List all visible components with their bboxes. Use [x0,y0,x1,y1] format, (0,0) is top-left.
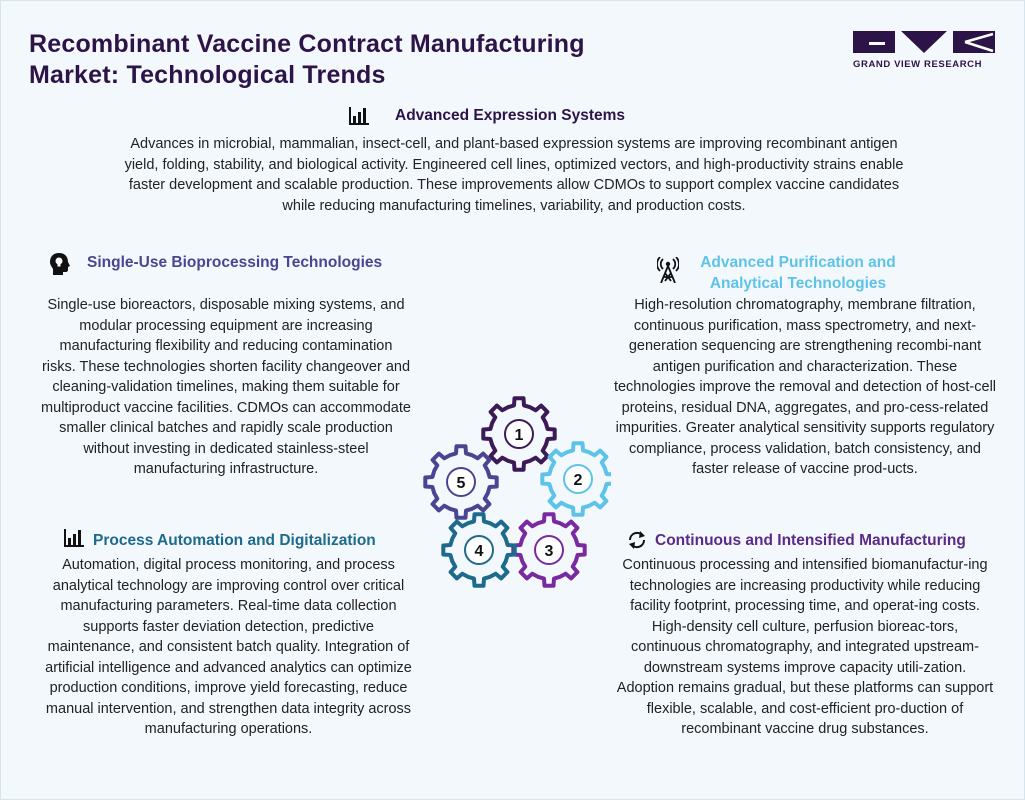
bar-chart-icon [349,107,369,125]
gear-number: 4 [474,543,484,560]
expression-title: Advanced Expression Systems [395,107,626,124]
logo-mark [853,31,995,55]
gear-3 [513,514,584,585]
gear-2 [542,443,611,514]
bar-chart-icon [64,529,84,547]
gear-4 [443,514,514,585]
gear-number: 1 [514,427,524,444]
antenna-tower-icon [657,257,679,283]
gears-cluster [411,389,611,589]
single-use-title: Single-Use Bioprocessing Technologies [87,254,383,271]
head-bulb-icon [49,252,71,276]
logo-text: GRAND VIEW RESEARCH [853,59,983,70]
gear-number: 3 [544,543,554,560]
purification-body: High-resolution chromatography, membrane filtration, continuous purification, mass spectrometry, and next-generation sequencing are strengthening recombi-nant antigen purification and characterization. These technologies improve the removal and detection of host-cell proteins, residual DNA, aggregates, and pro-cess-related impurities. Greater analytical sensitivity supports regulatory compliance, process validation, batch consistency, and faster release of vaccine prod-ucts. [613,297,997,477]
gear-1 [483,398,554,469]
automation-title: Process Automation and Digitalization [93,532,376,549]
continuous-body: Continuous processing and intensified biomanufactur-ing technologies are increasing productivity while reducing facility footprint, processing time, and operat-ing costs. High-density cell culture, perfusion bioreac-tors, continuous chromatography, and integrated upstream-downstream systems improve capacity utili-zation. Adoption remains gradual, but these platforms can support flexible, scalable, and cost-efficient pro-duction of recombinant vaccine drug substances. [616,557,994,737]
single-use-body: Single-use bioreactors, disposable mixing systems, and modular processing equipment are increasing manufacturing flexibility and reducing contamination risks. These technologies shorten facility changeover and cleaning-validation timelines, making them suitable for multiproduct vaccine facilities. CDMOs can accommodate smaller clinical batches and rapidly scale production without investing in dedicated stainless-steel manufacturing infrastructure. [41,297,411,477]
purification-title: Advanced Purification and Analytical Technologies [700,254,896,292]
refresh-icon [627,530,647,550]
gear-5 [425,446,496,517]
expression-body: Advances in microbial, mammalian, insect-cell, and plant-based expression systems are improving recombinant antigen yield, folding, stability, and biological activity. Engineered cell lines, optimized vectors, and high-productivity strains enable faster development and scalable production. These improvements allow CDMOs to support complex vaccine candidates while reducing manufacturing timelines, variability, and production costs. [124,136,904,214]
automation-body: Automation, digital process monitoring, and process analytical technology are improving control over critical manufacturing parameters. Real-time data collection supports faster deviation detection, predictive maintenance, and consistent batch quality. Integration of artificial intelligence and advanced analytics can optimize production conditions, improve yield forecasting, reduce manual intervention, and strengthen data integrity across manufacturing operations. [45,557,412,737]
grand-view-research-logo [853,31,995,70]
gear-number: 2 [573,472,583,489]
page-title: Recombinant Vaccine Contract Manufacturing Market: Technological Trends [29,30,585,89]
continuous-title: Continuous and Intensified Manufacturing [655,532,966,549]
gear-number: 5 [456,475,466,492]
